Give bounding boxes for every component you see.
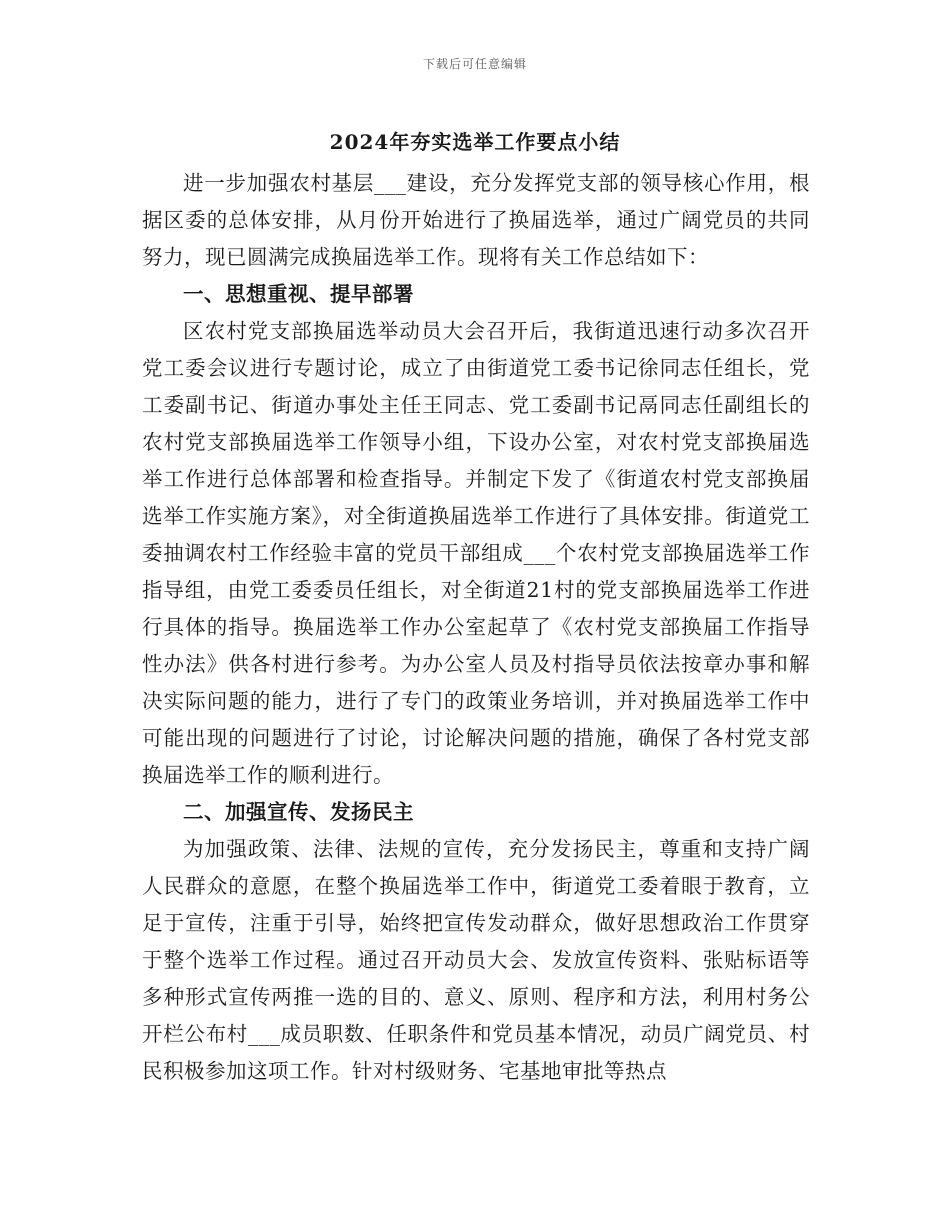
header-note: 下载后可任意编辑 (422, 57, 527, 71)
intro-paragraph: 进一步加强农村基层___建设，充分发挥党支部的领导核心作用，根据区委的总体安排，从月份开始进行了换届选举，通过广阔党员的共同努力，现已圆满完成换届选举工作。现将有关工作总结如下： (142, 171, 810, 269)
section-2-paragraph: 为加强政策、法律、法规的宣传，充分发扬民主，尊重和支持广阔人民群众的意愿，在整个换届选举工作中，街道党工委着眼于教育，立足于宣传，注重于引导，始终把宣传发动群众，做好思想政治工作贯穿于整个选举工作过程。通过召开动员大会、发放宣传资料、张贴标语等多种形式宣传两推一选的目的、意义、原则、程序和方法，利用村务公开栏公布村___成员职数、任职条件和党员基本情况，动员广阔党员、村民积极参加这项工作。针对村级财务、宅基地审批等热点 (142, 837, 810, 1083)
section-heading-1: 一、思想重视、提早部署 (183, 282, 414, 306)
section-heading-2: 二、加强宣传、发扬民主 (183, 800, 414, 824)
document-title: 2024年夯实选举工作要点小结 (329, 130, 621, 154)
document-body (142, 165, 810, 1090)
section-1-paragraph: 区农村党支部换届选举动员大会召开后，我街道迅速行动多次召开党工委会议进行专题讨论，成立了由街道党工委书记徐同志任组长，党工委副书记、街道办事处主任王同志、党工委副书记鬲同志任副组长的农村党支部换届选举工作领导小组，下设办公室，对农村党支部换届选举工作进行总体部署和检查指导。并制定下发了《街道农村党支部换届选举工作实施方案》，对全街道换届选举工作进行了具体安排。街道党工委抽调农村工作经验丰富的党员干部组成___个农村党支部换届选举工作指导组，由党工委委员任组长，对全街道21村的党支部换届选举工作进行具体的指导。换届选举工作办公室起草了《农村党支部换届工作指导性办法》供各村进行参考。为办公室人员及村指导员依法按章办事和解决实际问题的能力，进行了专门的政策业务培训，并对换届选举工作中可能出现的问题进行了讨论，讨论解决问题的措施，确保了各村党支部换届选举工作的顺利进行。 (142, 319, 810, 787)
